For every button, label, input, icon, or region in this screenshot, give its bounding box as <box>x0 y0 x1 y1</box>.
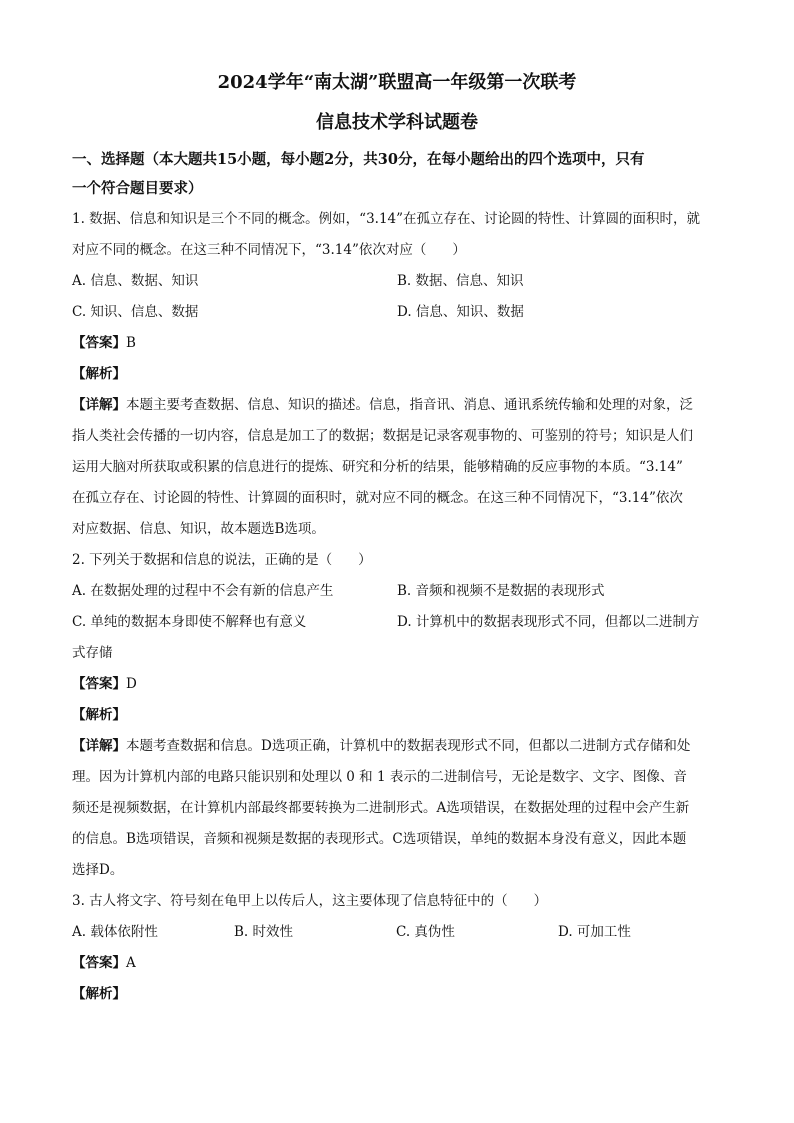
section-heading-line1: 一、选择题（本大题共15小题，每小题2分，共30分，在每小题给出的四个选项中，只有 <box>72 151 645 168</box>
q2-option-d: D. 计算机中的数据表现形式不同，但都以二进制方 <box>397 614 700 630</box>
q3-option-a: A. 载体依附性 <box>72 924 158 940</box>
q3-stem-close: ） <box>533 893 548 909</box>
q3-answer-value: A <box>126 955 136 971</box>
q2-stem <box>72 545 722 576</box>
q3-answer-tag: 【答案】 <box>72 955 126 971</box>
exam-page <box>72 70 722 1010</box>
question-1 <box>72 204 722 545</box>
q2-stem-close: ） <box>358 552 372 568</box>
section-heading-line2: 一个符合题目要求） <box>72 180 203 197</box>
q3-option-b: B. 时效性 <box>234 924 294 940</box>
q1-stem-close: ） <box>452 242 466 258</box>
q2-option-a: A. 在数据处理的过程中不会有新的信息产生 <box>72 583 334 599</box>
q1-stem-line2-text: 对应不同的概念。在这三种不同情况下，“3.14”依次对应（ <box>72 242 427 258</box>
page-subtitle: 信息技术学科试题卷 <box>316 112 478 133</box>
q2-detail-line1 <box>72 731 722 762</box>
q1-detail-line3: 运用大脑对所获取或积累的信息进行的提炼、研究和分析的结果，能够精确的反应事物的本质。“3.14” <box>72 459 683 475</box>
q2-option-d-continued: 式存储 <box>72 645 113 661</box>
q3-analysis-tag: 【解析】 <box>72 986 126 1002</box>
q3-option-d: D. 可加工性 <box>558 924 631 940</box>
q2-detail-line5: 选择D。 <box>72 862 124 878</box>
q2-detail-line4: 的信息。B选项错误，音频和视频是数据的表现形式。C选项错误，单纯的数据本身没有意义，因此本题 <box>72 831 687 847</box>
q1-option-a: A. 信息、数据、知识 <box>72 273 199 289</box>
q2-stem-text: 2. 下列关于数据和信息的说法，正确的是（ <box>72 552 333 568</box>
q2-answer <box>72 669 722 700</box>
q3-answer <box>72 948 722 979</box>
q1-stem-line1: 1. 数据、信息和知识是三个不同的概念。例如，“3.14”在孤立存在、讨论圆的特性、计算圆的面积时，就 <box>72 211 701 227</box>
q2-answer-value: D <box>126 676 137 692</box>
q1-detail-line1-text: 本题主要考查数据、信息、知识的描述。信息，指音讯、消息、通讯系统传输和处理的对象，泛 <box>126 397 693 413</box>
q1-option-c: C. 知识、信息、数据 <box>72 304 199 320</box>
q1-stem-line2 <box>72 235 722 266</box>
q1-answer <box>72 328 722 359</box>
question-3 <box>72 886 722 1010</box>
q1-analysis-tag: 【解析】 <box>72 366 126 382</box>
q2-analysis-tag: 【解析】 <box>72 707 126 723</box>
q2-detail-line1-text: 本题考查数据和信息。D选项正确，计算机中的数据表现形式不同，但都以二进制方式存储和处 <box>126 738 691 754</box>
q1-detail-line5: 对应数据、信息、知识，故本题选B选项。 <box>72 521 325 537</box>
q1-options <box>72 266 722 328</box>
q3-options <box>72 917 722 948</box>
q1-option-d: D. 信息、知识、数据 <box>397 304 524 320</box>
q2-answer-tag: 【答案】 <box>72 676 126 692</box>
page-title: 2024学年“南太湖”联盟高一年级第一次联考 <box>217 72 577 93</box>
q1-detail-line2: 指人类社会传播的一切内容，信息是加工了的数据；数据是记录客观事物的、可鉴别的符号；知识是人们 <box>72 428 693 444</box>
q3-stem <box>72 886 722 917</box>
q3-option-c: C. 真伪性 <box>396 924 455 940</box>
q2-option-b: B. 音频和视频不是数据的表现形式 <box>397 583 605 599</box>
q2-option-c: C. 单纯的数据本身即使不解释也有意义 <box>72 614 307 630</box>
q1-answer-value: B <box>126 335 136 351</box>
q2-detail-tag: 【详解】 <box>72 738 126 754</box>
q1-option-b: B. 数据、信息、知识 <box>397 273 524 289</box>
q2-options <box>72 576 722 638</box>
q1-detail-line1 <box>72 390 722 421</box>
section-heading <box>72 144 722 204</box>
q1-answer-tag: 【答案】 <box>72 335 126 351</box>
q2-detail-line3: 频还是视频数据，在计算机内部最终都要转换为二进制形式。A选项错误，在数据处理的过程中会产生新 <box>72 800 690 816</box>
q2-detail-line2: 理。因为计算机内部的电路只能识别和处理以 0 和 1 表示的二进制信号，无论是数字、文字、图像、音 <box>72 769 687 785</box>
q3-stem-text: 3. 古人将文字、符号刻在龟甲上以传后人，这主要体现了信息特征中的（ <box>72 893 508 909</box>
q1-detail-line4: 在孤立存在、讨论圆的特性、计算圆的面积时，就对应不同的概念。在这三种不同情况下，“3.14”依次 <box>72 490 683 506</box>
question-2 <box>72 545 722 886</box>
q1-detail-tag: 【详解】 <box>72 397 126 413</box>
